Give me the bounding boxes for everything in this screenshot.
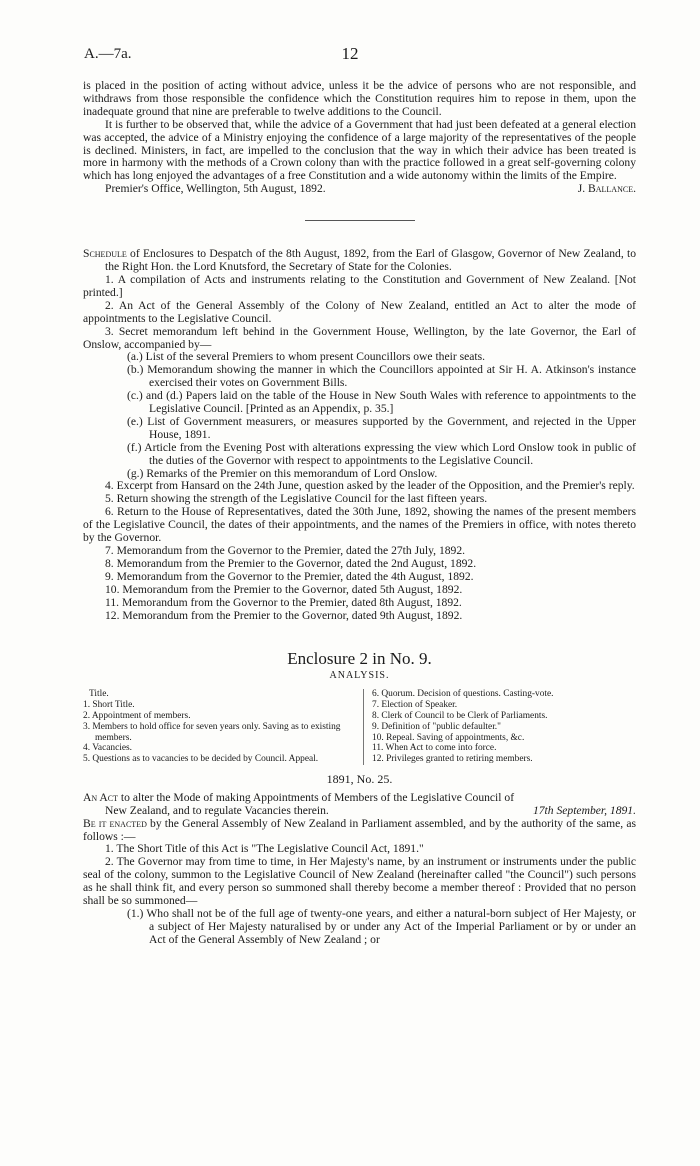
document-body <box>83 80 636 947</box>
act-subclause: (1.) Who shall not be of the full age of twenty-one years, and either a natural-born subject of Her Majesty, or a subject of Her Majesty naturalised by or under any Act of the Imperial Parliament or by or under an Act of the General Assembly of New Zealand ; or <box>127 906 636 946</box>
schedule-subitem: (e.) List of Government measurers, or measures supported by the Government, and rejected in the Upper House, 1891. <box>127 414 636 441</box>
schedule-heading-rest: of Enclosures to Despatch of the 8th August, 1892, from the Earl of Glasgow, Governor of New Zealand, to the Right Hon. the Lord Knutsford, the Secretary of State for the Colonies. <box>105 247 636 274</box>
enacting-rest: by the General Assembly of New Zealand in Parliament assembled, and by the authority of the same, as follows :— <box>83 816 636 843</box>
schedule-subitem: (a.) List of the several Premiers to whom present Councillors owe their seats. <box>127 350 486 364</box>
schedule-subitem: (f.) Article from the Evening Post with alterations expressing the view which Lord Onslow took in public of the duties of the Governor with respect to appointments to the Legislative Council. <box>127 440 636 467</box>
analysis-entry: 7. Election of Speaker. <box>372 700 458 711</box>
schedule-item: 3. Secret memorandum left behind in the Government House, Wellington, by the late Governor, the Earl of Onslow, accompanied by— <box>83 324 636 351</box>
schedule-item: 5. Return showing the strength of the Legislative Council for the last fifteen years. <box>105 492 488 506</box>
schedule-item: 1. A compilation of Acts and instruments relating to the Constitution and Government of New Zealand. [Not printed.] <box>83 272 636 299</box>
analysis-entry: Title. <box>89 689 109 700</box>
analysis-entry: 1. Short Title. <box>83 700 135 711</box>
page-number: 12 <box>341 44 359 63</box>
enclosure-title: Enclosure 2 in No. 9. <box>287 649 432 669</box>
analysis-entry: 11. When Act to come into force. <box>372 743 497 754</box>
schedule-item: 6. Return to the House of Representatives, dated the 30th June, 1892, showing the names of the present members of the Legislative Council, the dates of their appointments, and the names of the Premiers in office, with notes thereto by the Governor. <box>83 505 636 545</box>
schedule-item: 8. Memorandum from the Premier to the Governor, dated the 2nd August, 1892. <box>105 556 477 570</box>
analysis-entry: 5. Questions as to vacancies to be decided by Council. Appeal. <box>83 754 319 765</box>
schedule-item: 9. Memorandum from the Governor to the Premier, dated the 4th August, 1892. <box>105 569 474 583</box>
schedule-lead: Schedule <box>83 247 127 261</box>
analysis-table <box>83 689 636 765</box>
act-section: 1. The Short Title of this Act is "The Legislative Council Act, 1891." <box>105 842 424 856</box>
schedule-subitem: (b.) Memorandum showing the manner in which the Councillors appointed at Sir H. A. Atkinson's instance exercised their votes on Government Bills. <box>127 363 636 390</box>
schedule-item: 10. Memorandum from the Premier to the Governor, dated 5th August, 1892. <box>105 582 463 596</box>
analysis-entry: 6. Quorum. Decision of questions. Casting-vote. <box>372 689 554 700</box>
act-title <box>83 792 636 805</box>
act-title-line2: New Zealand, and to regulate Vacancies therein. <box>105 803 329 817</box>
schedule-item: 7. Memorandum from the Governor to the Premier, dated the 27th July, 1892. <box>105 544 466 557</box>
act-number: 1891, No. 25. <box>326 771 393 786</box>
signature-line <box>83 183 636 196</box>
analysis-entry: 12. Privileges granted to retiring members. <box>372 754 533 765</box>
divider <box>305 220 415 221</box>
schedule-item: 11. Memorandum from the Governor to the Premier, dated 8th August, 1892. <box>105 595 462 609</box>
analysis-entry: 3. Members to hold office for seven years only. Saving as to existing members. <box>83 721 341 743</box>
schedule-subitem: (c.) and (d.) Papers laid on the table of the House in New South Wales with reference to appointments to the Legislative Council. [Printed as an Appendix, p. 35.] <box>127 389 636 416</box>
act-title-lead: An Act <box>83 790 119 804</box>
schedule-heading <box>83 248 636 274</box>
act-title-rest: to alter the Mode of making Appointments of Members of the Legislative Council of <box>118 790 515 804</box>
analysis-entry: 2. Appointment of members. <box>83 710 191 721</box>
act-date: 17th September, 1891. <box>532 803 636 817</box>
enacting-lead: Be it enacted <box>83 816 147 830</box>
schedule-item: 2. An Act of the General Assembly of the Colony of New Zealand, entitled an Act to alter the mode of appointments to the Legislative Council. <box>83 298 636 325</box>
paper-code: A.—7a. <box>84 46 132 62</box>
schedule-item: 12. Memorandum from the Premier to the Governor, dated 9th August, 1892. <box>105 608 463 622</box>
enacting-clause <box>83 818 636 844</box>
schedule-item: 4. Excerpt from Hansard on the 24th June, question asked by the leader of the Opposition, and the Premier's reply. <box>105 479 635 493</box>
analysis-right-column <box>363 689 636 765</box>
analysis-entry: 4. Vacancies. <box>83 743 133 754</box>
analysis-entry: 9. Definition of "public defaulter." <box>372 721 501 732</box>
act-section: 2. The Governor may from time to time, in Her Majesty's name, by an instrument or instruments under the public seal of the colony, summon to the Legislative Council of New Zealand (hereinafter called "the Council") such persons as he shall think fit, and every person so summoned shall thereby become a member thereof : Provided that no person shall be so summoned— <box>83 855 636 908</box>
signature-name: J. Ballance. <box>577 182 636 196</box>
analysis-entry: 8. Clerk of Council to be Clerk of Parliaments. <box>372 710 548 721</box>
analysis-entry: 10. Repeal. Saving of appointments, &c. <box>372 732 525 743</box>
analysis-left-column <box>83 689 363 765</box>
analysis-heading: ANALYSIS. <box>329 670 390 682</box>
signature-place-date: Premier's Office, Wellington, 5th August, 1892. <box>105 182 326 196</box>
intro-paragraph: It is further to be observed that, while the advice of a Government that had just been defeated at a general election was accepted, the advice of a Ministry enjoying the confidence of a large majority of the representatives of the people is declined. Ministers, in fact, are impelled to the conclusion that the way in which their advice has been treated is more in harmony with the methods of a Crown colony than with the practice followed in a great self-governing colony which has long enjoyed the advantages of a free Constitution and a wide autonomy within the limits of the Empire. <box>83 117 636 183</box>
intro-paragraph: is placed in the position of acting without advice, unless it be the advice of persons who are not responsible, and withdraws from those responsible the confidence which the Constitution requires him to repose in them, upon the inadequate ground that nine are preferable to twelve additions to the Council. <box>83 79 636 118</box>
schedule-subitem: (g.) Remarks of the Premier on this memorandum of Lord Onslow. <box>127 466 438 480</box>
